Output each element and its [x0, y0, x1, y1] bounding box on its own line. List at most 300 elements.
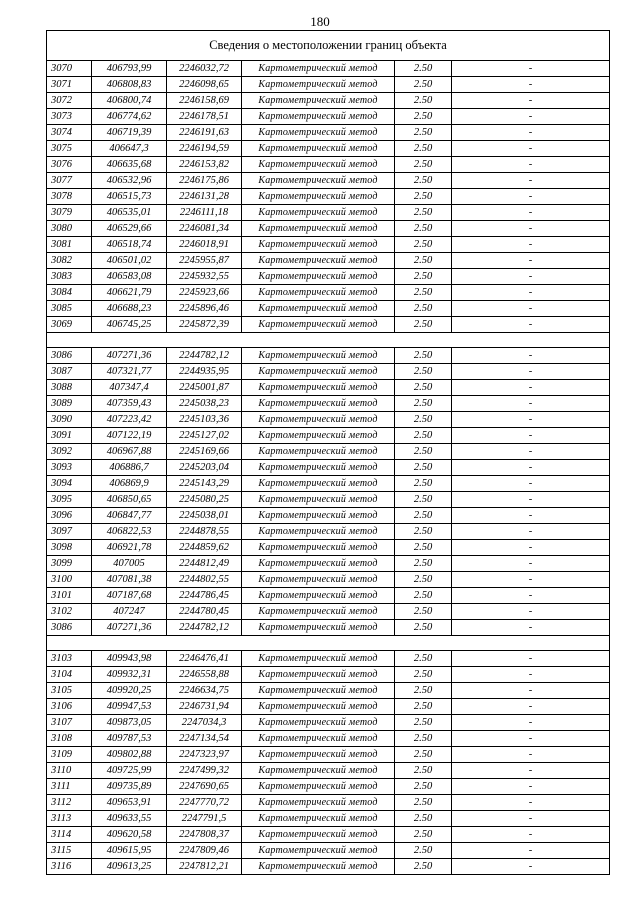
- y-coordinate-cell: 2244786,45: [167, 588, 242, 604]
- x-coordinate-cell: 407122,19: [92, 428, 167, 444]
- y-coordinate-cell: 2244802,55: [167, 572, 242, 588]
- table-row: [47, 157, 610, 173]
- accuracy-cell: 2.50: [395, 715, 452, 731]
- accuracy-cell: 2.50: [395, 317, 452, 333]
- table-row: [47, 540, 610, 556]
- y-coordinate-cell: 2246194,59: [167, 141, 242, 157]
- y-coordinate-cell: 2246032,72: [167, 61, 242, 77]
- description-cell: -: [452, 763, 610, 779]
- y-coordinate-cell: 2246098,65: [167, 77, 242, 93]
- y-coordinate-cell: 2245932,55: [167, 269, 242, 285]
- y-coordinate-cell: 2247812,21: [167, 859, 242, 875]
- x-coordinate-cell: 406808,83: [92, 77, 167, 93]
- x-coordinate-cell: 406719,39: [92, 125, 167, 141]
- x-coordinate-cell: 406688,23: [92, 301, 167, 317]
- point-number-cell: 3092: [47, 444, 92, 460]
- method-cell: Картометрический метод: [242, 651, 395, 667]
- table-row: [47, 444, 610, 460]
- method-cell: Картометрический метод: [242, 556, 395, 572]
- method-cell: Картометрический метод: [242, 93, 395, 109]
- x-coordinate-cell: 407005: [92, 556, 167, 572]
- description-cell: -: [452, 699, 610, 715]
- table-row: [47, 364, 610, 380]
- description-cell: -: [452, 412, 610, 428]
- description-cell: -: [452, 651, 610, 667]
- method-cell: Картометрический метод: [242, 540, 395, 556]
- point-number-cell: 3069: [47, 317, 92, 333]
- description-cell: -: [452, 508, 610, 524]
- point-number-cell: 3098: [47, 540, 92, 556]
- point-number-cell: 3099: [47, 556, 92, 572]
- method-cell: Картометрический метод: [242, 715, 395, 731]
- accuracy-cell: 2.50: [395, 731, 452, 747]
- y-coordinate-cell: 2246111,18: [167, 205, 242, 221]
- description-cell: -: [452, 620, 610, 636]
- method-cell: Картометрический метод: [242, 205, 395, 221]
- point-number-cell: 3070: [47, 61, 92, 77]
- table-row: [47, 125, 610, 141]
- table-row: [47, 476, 610, 492]
- method-cell: Картометрический метод: [242, 285, 395, 301]
- point-number-cell: 3075: [47, 141, 92, 157]
- y-coordinate-cell: 2246178,51: [167, 109, 242, 125]
- point-number-cell: 3071: [47, 77, 92, 93]
- method-cell: Картометрический метод: [242, 508, 395, 524]
- accuracy-cell: 2.50: [395, 285, 452, 301]
- table-row: [47, 269, 610, 285]
- accuracy-cell: 2.50: [395, 620, 452, 636]
- point-number-cell: 3107: [47, 715, 92, 731]
- table-row: [47, 667, 610, 683]
- x-coordinate-cell: 409873,05: [92, 715, 167, 731]
- description-cell: -: [452, 588, 610, 604]
- point-number-cell: 3076: [47, 157, 92, 173]
- x-coordinate-cell: 409802,88: [92, 747, 167, 763]
- description-cell: -: [452, 253, 610, 269]
- point-number-cell: 3088: [47, 380, 92, 396]
- table-row: [47, 380, 610, 396]
- y-coordinate-cell: 2247809,46: [167, 843, 242, 859]
- table-row: [47, 859, 610, 875]
- method-cell: Картометрический метод: [242, 237, 395, 253]
- point-number-cell: 3083: [47, 269, 92, 285]
- y-coordinate-cell: 2246634,75: [167, 683, 242, 699]
- y-coordinate-cell: 2244780,45: [167, 604, 242, 620]
- x-coordinate-cell: 407359,43: [92, 396, 167, 412]
- accuracy-cell: 2.50: [395, 795, 452, 811]
- method-cell: Картометрический метод: [242, 811, 395, 827]
- method-cell: Картометрический метод: [242, 157, 395, 173]
- x-coordinate-cell: 406869,9: [92, 476, 167, 492]
- y-coordinate-cell: 2247770,72: [167, 795, 242, 811]
- point-number-cell: 3100: [47, 572, 92, 588]
- point-number-cell: 3077: [47, 173, 92, 189]
- method-cell: Картометрический метод: [242, 428, 395, 444]
- table-row: [47, 492, 610, 508]
- accuracy-cell: 2.50: [395, 859, 452, 875]
- point-number-cell: 3086: [47, 348, 92, 364]
- accuracy-cell: 2.50: [395, 61, 452, 77]
- table-row: [47, 843, 610, 859]
- table-row: [47, 109, 610, 125]
- accuracy-cell: 2.50: [395, 396, 452, 412]
- accuracy-cell: 2.50: [395, 348, 452, 364]
- point-number-cell: 3095: [47, 492, 92, 508]
- method-cell: Картометрический метод: [242, 492, 395, 508]
- method-cell: Картометрический метод: [242, 620, 395, 636]
- point-number-cell: 3082: [47, 253, 92, 269]
- y-coordinate-cell: 2246191,63: [167, 125, 242, 141]
- point-number-cell: 3102: [47, 604, 92, 620]
- table-row: [47, 301, 610, 317]
- y-coordinate-cell: 2245038,01: [167, 508, 242, 524]
- x-coordinate-cell: 407321,77: [92, 364, 167, 380]
- point-number-cell: 3074: [47, 125, 92, 141]
- method-cell: Картометрический метод: [242, 301, 395, 317]
- method-cell: Картометрический метод: [242, 683, 395, 699]
- table-row: [47, 77, 610, 93]
- x-coordinate-cell: 409735,89: [92, 779, 167, 795]
- method-cell: Картометрический метод: [242, 572, 395, 588]
- x-coordinate-cell: 406850,65: [92, 492, 167, 508]
- description-cell: -: [452, 380, 610, 396]
- point-number-cell: 3110: [47, 763, 92, 779]
- description-cell: -: [452, 604, 610, 620]
- y-coordinate-cell: 2247034,3: [167, 715, 242, 731]
- y-coordinate-cell: 2247808,37: [167, 827, 242, 843]
- method-cell: Картометрический метод: [242, 125, 395, 141]
- y-coordinate-cell: 2244782,12: [167, 348, 242, 364]
- method-cell: Картометрический метод: [242, 731, 395, 747]
- accuracy-cell: 2.50: [395, 380, 452, 396]
- method-cell: Картометрический метод: [242, 795, 395, 811]
- point-number-cell: 3106: [47, 699, 92, 715]
- x-coordinate-cell: 409615,95: [92, 843, 167, 859]
- x-coordinate-cell: 407081,38: [92, 572, 167, 588]
- y-coordinate-cell: 2247791,5: [167, 811, 242, 827]
- y-coordinate-cell: 2246175,86: [167, 173, 242, 189]
- x-coordinate-cell: 406822,53: [92, 524, 167, 540]
- table-row: [47, 795, 610, 811]
- description-cell: -: [452, 348, 610, 364]
- table-row: [47, 396, 610, 412]
- method-cell: Картометрический метод: [242, 109, 395, 125]
- point-number-cell: 3104: [47, 667, 92, 683]
- description-cell: -: [452, 460, 610, 476]
- x-coordinate-cell: 406501,02: [92, 253, 167, 269]
- y-coordinate-cell: 2246153,82: [167, 157, 242, 173]
- accuracy-cell: 2.50: [395, 221, 452, 237]
- x-coordinate-cell: 409613,25: [92, 859, 167, 875]
- method-cell: Картометрический метод: [242, 524, 395, 540]
- x-coordinate-cell: 407247: [92, 604, 167, 620]
- method-cell: Картометрический метод: [242, 747, 395, 763]
- x-coordinate-cell: 406515,73: [92, 189, 167, 205]
- description-cell: -: [452, 843, 610, 859]
- description-cell: -: [452, 189, 610, 205]
- point-number-cell: 3091: [47, 428, 92, 444]
- y-coordinate-cell: 2244812,49: [167, 556, 242, 572]
- page-number: 180: [310, 14, 330, 29]
- method-cell: Картометрический метод: [242, 61, 395, 77]
- y-coordinate-cell: 2245169,66: [167, 444, 242, 460]
- method-cell: Картометрический метод: [242, 77, 395, 93]
- description-cell: -: [452, 795, 610, 811]
- description-cell: -: [452, 109, 610, 125]
- table-row: [47, 604, 610, 620]
- description-cell: -: [452, 157, 610, 173]
- x-coordinate-cell: 407347,4: [92, 380, 167, 396]
- table-row: [47, 348, 610, 364]
- y-coordinate-cell: 2245080,25: [167, 492, 242, 508]
- accuracy-cell: 2.50: [395, 237, 452, 253]
- point-number-cell: 3094: [47, 476, 92, 492]
- point-number-cell: 3116: [47, 859, 92, 875]
- description-cell: -: [452, 141, 610, 157]
- point-number-cell: 3096: [47, 508, 92, 524]
- y-coordinate-cell: 2245923,66: [167, 285, 242, 301]
- accuracy-cell: 2.50: [395, 269, 452, 285]
- x-coordinate-cell: 409932,31: [92, 667, 167, 683]
- x-coordinate-cell: 406800,74: [92, 93, 167, 109]
- x-coordinate-cell: 407271,36: [92, 348, 167, 364]
- method-cell: Картометрический метод: [242, 779, 395, 795]
- y-coordinate-cell: 2247499,32: [167, 763, 242, 779]
- point-number-cell: 3072: [47, 93, 92, 109]
- method-cell: Картометрический метод: [242, 412, 395, 428]
- accuracy-cell: 2.50: [395, 843, 452, 859]
- table-row: [47, 508, 610, 524]
- group-separator-cell: [47, 636, 610, 651]
- accuracy-cell: 2.50: [395, 364, 452, 380]
- table-title: Сведения о местоположении границ объекта: [47, 31, 610, 61]
- y-coordinate-cell: 2245955,87: [167, 253, 242, 269]
- table-row: [47, 460, 610, 476]
- table-title-row: [47, 31, 610, 61]
- method-cell: Картометрический метод: [242, 827, 395, 843]
- table-row: [47, 93, 610, 109]
- description-cell: -: [452, 859, 610, 875]
- y-coordinate-cell: 2245127,02: [167, 428, 242, 444]
- method-cell: Картометрический метод: [242, 173, 395, 189]
- accuracy-cell: 2.50: [395, 588, 452, 604]
- method-cell: Картометрический метод: [242, 604, 395, 620]
- x-coordinate-cell: 409633,55: [92, 811, 167, 827]
- accuracy-cell: 2.50: [395, 428, 452, 444]
- description-cell: -: [452, 572, 610, 588]
- method-cell: Картометрический метод: [242, 380, 395, 396]
- description-cell: -: [452, 237, 610, 253]
- description-cell: -: [452, 317, 610, 333]
- point-number-cell: 3112: [47, 795, 92, 811]
- accuracy-cell: 2.50: [395, 157, 452, 173]
- accuracy-cell: 2.50: [395, 492, 452, 508]
- point-number-cell: 3111: [47, 779, 92, 795]
- y-coordinate-cell: 2245872,39: [167, 317, 242, 333]
- accuracy-cell: 2.50: [395, 253, 452, 269]
- table-row: [47, 61, 610, 77]
- y-coordinate-cell: 2245001,87: [167, 380, 242, 396]
- description-cell: -: [452, 715, 610, 731]
- point-number-cell: 3073: [47, 109, 92, 125]
- point-number-cell: 3097: [47, 524, 92, 540]
- table-row: [47, 620, 610, 636]
- table-row: [47, 253, 610, 269]
- x-coordinate-cell: 406535,01: [92, 205, 167, 221]
- point-number-cell: 3085: [47, 301, 92, 317]
- method-cell: Картометрический метод: [242, 859, 395, 875]
- accuracy-cell: 2.50: [395, 109, 452, 125]
- table-row: [47, 699, 610, 715]
- y-coordinate-cell: 2245143,29: [167, 476, 242, 492]
- table-row: [47, 588, 610, 604]
- method-cell: Картометрический метод: [242, 317, 395, 333]
- accuracy-cell: 2.50: [395, 189, 452, 205]
- method-cell: Картометрический метод: [242, 396, 395, 412]
- point-number-cell: 3109: [47, 747, 92, 763]
- description-cell: -: [452, 269, 610, 285]
- point-number-cell: 3079: [47, 205, 92, 221]
- description-cell: -: [452, 93, 610, 109]
- table-row: [47, 189, 610, 205]
- accuracy-cell: 2.50: [395, 412, 452, 428]
- accuracy-cell: 2.50: [395, 93, 452, 109]
- y-coordinate-cell: 2247134,54: [167, 731, 242, 747]
- accuracy-cell: 2.50: [395, 141, 452, 157]
- x-coordinate-cell: 406774,62: [92, 109, 167, 125]
- description-cell: -: [452, 364, 610, 380]
- y-coordinate-cell: 2245103,36: [167, 412, 242, 428]
- description-cell: -: [452, 731, 610, 747]
- description-cell: -: [452, 61, 610, 77]
- method-cell: Картометрический метод: [242, 189, 395, 205]
- method-cell: Картометрический метод: [242, 364, 395, 380]
- accuracy-cell: 2.50: [395, 301, 452, 317]
- point-number-cell: 3108: [47, 731, 92, 747]
- y-coordinate-cell: 2246131,28: [167, 189, 242, 205]
- accuracy-cell: 2.50: [395, 651, 452, 667]
- method-cell: Картометрический метод: [242, 667, 395, 683]
- group-separator-row: [47, 636, 610, 651]
- x-coordinate-cell: 406967,88: [92, 444, 167, 460]
- accuracy-cell: 2.50: [395, 683, 452, 699]
- table-row: [47, 221, 610, 237]
- accuracy-cell: 2.50: [395, 827, 452, 843]
- table-row: [47, 715, 610, 731]
- x-coordinate-cell: 406745,25: [92, 317, 167, 333]
- table-row: [47, 779, 610, 795]
- method-cell: Картометрический метод: [242, 269, 395, 285]
- description-cell: -: [452, 747, 610, 763]
- x-coordinate-cell: 409943,98: [92, 651, 167, 667]
- method-cell: Картометрический метод: [242, 476, 395, 492]
- description-cell: -: [452, 173, 610, 189]
- table-row: [47, 428, 610, 444]
- accuracy-cell: 2.50: [395, 125, 452, 141]
- x-coordinate-cell: 409920,25: [92, 683, 167, 699]
- y-coordinate-cell: 2246476,41: [167, 651, 242, 667]
- table-row: [47, 811, 610, 827]
- x-coordinate-cell: 406921,78: [92, 540, 167, 556]
- table-row: [47, 524, 610, 540]
- method-cell: Картометрический метод: [242, 348, 395, 364]
- point-number-cell: 3105: [47, 683, 92, 699]
- table-row: [47, 173, 610, 189]
- x-coordinate-cell: 406793,99: [92, 61, 167, 77]
- y-coordinate-cell: 2246158,69: [167, 93, 242, 109]
- x-coordinate-cell: 406847,77: [92, 508, 167, 524]
- accuracy-cell: 2.50: [395, 460, 452, 476]
- point-number-cell: 3090: [47, 412, 92, 428]
- description-cell: -: [452, 779, 610, 795]
- x-coordinate-cell: 406635,68: [92, 157, 167, 173]
- accuracy-cell: 2.50: [395, 205, 452, 221]
- description-cell: -: [452, 524, 610, 540]
- method-cell: Картометрический метод: [242, 763, 395, 779]
- y-coordinate-cell: 2245203,04: [167, 460, 242, 476]
- description-cell: -: [452, 428, 610, 444]
- point-number-cell: 3081: [47, 237, 92, 253]
- table-row: [47, 683, 610, 699]
- method-cell: Картометрический метод: [242, 460, 395, 476]
- x-coordinate-cell: 406532,96: [92, 173, 167, 189]
- group-separator-row: [47, 333, 610, 348]
- accuracy-cell: 2.50: [395, 604, 452, 620]
- description-cell: -: [452, 827, 610, 843]
- x-coordinate-cell: 407187,68: [92, 588, 167, 604]
- point-number-cell: 3084: [47, 285, 92, 301]
- point-number-cell: 3093: [47, 460, 92, 476]
- y-coordinate-cell: 2246018,91: [167, 237, 242, 253]
- description-cell: -: [452, 476, 610, 492]
- table-row: [47, 285, 610, 301]
- x-coordinate-cell: 409725,99: [92, 763, 167, 779]
- x-coordinate-cell: 406886,7: [92, 460, 167, 476]
- boundary-coordinates-table: [46, 30, 610, 875]
- x-coordinate-cell: 409653,91: [92, 795, 167, 811]
- table-row: [47, 763, 610, 779]
- description-cell: -: [452, 205, 610, 221]
- description-cell: -: [452, 301, 610, 317]
- description-cell: -: [452, 444, 610, 460]
- table-row: [47, 731, 610, 747]
- y-coordinate-cell: 2245896,46: [167, 301, 242, 317]
- point-number-cell: 3101: [47, 588, 92, 604]
- accuracy-cell: 2.50: [395, 173, 452, 189]
- y-coordinate-cell: 2246558,88: [167, 667, 242, 683]
- table-row: [47, 747, 610, 763]
- x-coordinate-cell: 407223,42: [92, 412, 167, 428]
- method-cell: Картометрический метод: [242, 588, 395, 604]
- point-number-cell: 3113: [47, 811, 92, 827]
- method-cell: Картометрический метод: [242, 843, 395, 859]
- accuracy-cell: 2.50: [395, 699, 452, 715]
- y-coordinate-cell: 2247690,65: [167, 779, 242, 795]
- point-number-cell: 3078: [47, 189, 92, 205]
- description-cell: -: [452, 540, 610, 556]
- y-coordinate-cell: 2244782,12: [167, 620, 242, 636]
- x-coordinate-cell: 406621,79: [92, 285, 167, 301]
- point-number-cell: 3089: [47, 396, 92, 412]
- table-row: [47, 556, 610, 572]
- accuracy-cell: 2.50: [395, 667, 452, 683]
- method-cell: Картометрический метод: [242, 221, 395, 237]
- description-cell: -: [452, 285, 610, 301]
- point-number-cell: 3086: [47, 620, 92, 636]
- accuracy-cell: 2.50: [395, 556, 452, 572]
- x-coordinate-cell: 409620,58: [92, 827, 167, 843]
- x-coordinate-cell: 407271,36: [92, 620, 167, 636]
